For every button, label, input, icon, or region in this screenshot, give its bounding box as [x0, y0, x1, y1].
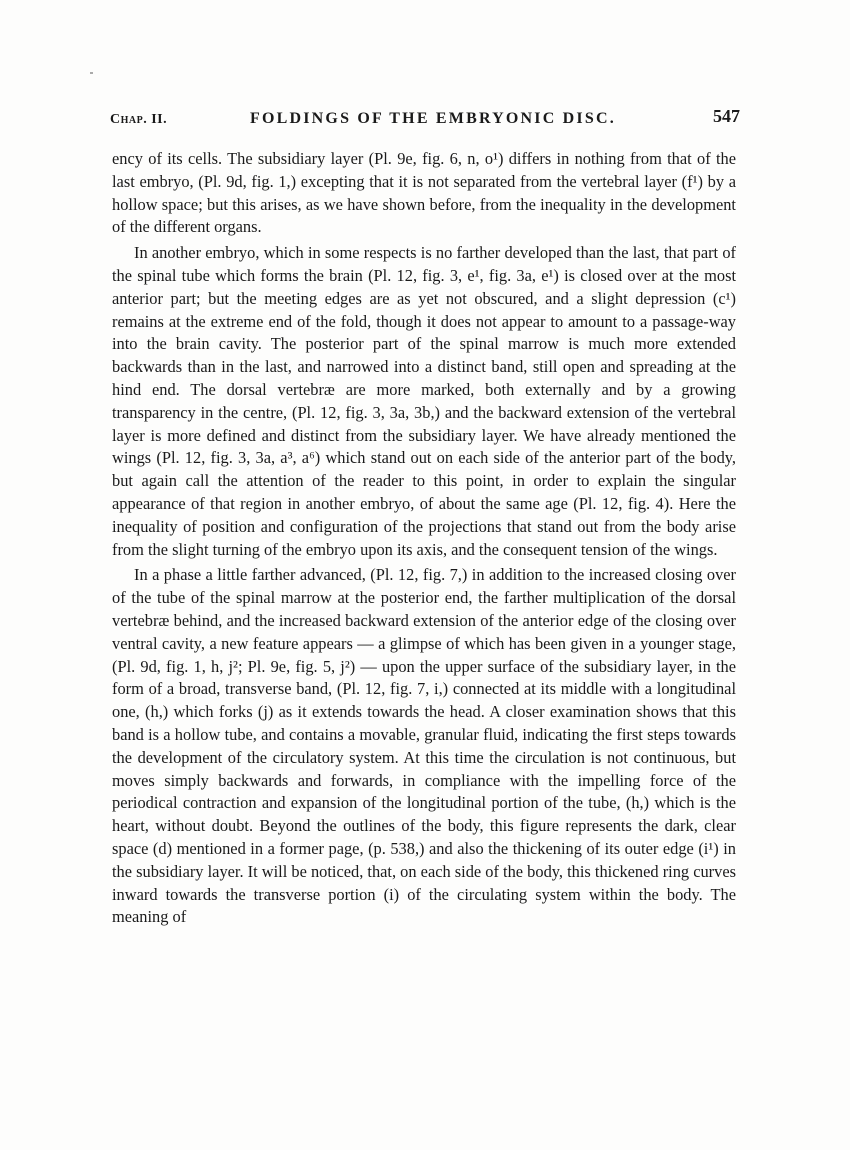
running-header	[110, 106, 740, 134]
paragraph-second-embryo: In another embryo, which in some respects is no farther developed than the last, that part of the spinal tube which forms the brain (Pl. 12, fig. 3, e¹, fig. 3a, e¹) is closed over at the most anterior part; but the meeting edges are as yet not obscured, and a slight depression (c¹) remains at the extreme end of the fold, though it does not appear to amount to a passage-way into the brain cavity. The posterior part of the spinal marrow is much more extended backwards than in the last, and narrowed into a distinct band, still open and spreading at the hind end. The dorsal vertebræ are more marked, both externally and by a growing transparency in the centre, (Pl. 12, fig. 3, 3a, 3b,) and the backward extension of the vertebral layer is more defined and distinct from the subsidiary layer. We have already mentioned the wings (Pl. 12, fig. 3, 3a, a³, a⁶) which stand out on each side of the anterior part of the body, but again call the attention of the reader to this point, in order to explain the singular appearance of that region in another embryo, of about the same age (Pl. 12, fig. 4). Here the inequality of position and configuration of the projections that stand out from the body arise from the slight turning of the embryo upon its axis, and the consequent tension of the wings.	[112, 243, 736, 559]
body-text	[112, 148, 736, 929]
paragraph-advanced-phase: In a phase a little farther advanced, (Pl. 12, fig. 7,) in addition to the increased closing over of the tube of the spinal marrow at the posterior end, the farther multiplication of the dorsal vertebræ behind, and the increased backward extension of the anterior edge of the closing over ventral cavity, a new feature appears — a glimpse of which has been given in a younger stage, (Pl. 9d, fig. 1, h, j²; Pl. 9e, fig. 5, j²) — upon the upper surface of the subsidiary layer, in the form of a broad, transverse band, (Pl. 12, fig. 7, i,) connected at its middle with a longitudinal one, (h,) which forks (j) as it extends towards the head. A closer examination shows that this band is a hollow tube, and contains a movable, granular fluid, indicating the first steps towards the development of the circulatory system. At this time the circulation is not continuous, but moves simply backwards and forwards, in compliance with the impelling force of the periodical contraction and expansion of the longitudinal portion of the tube, (h,) which is the heart, without doubt. Beyond the outlines of the body, this figure represents the dark, clear space (d) mentioned in a former page, (p. 538,) and also the thickening of its outer edge (i¹) in the subsidiary layer. It will be noticed, that, on each side of the body, this thickened ring curves inward towards the transverse portion (i) of the circulating system within the body. The meaning of	[112, 565, 736, 927]
running-title: FOLDINGS OF THE EMBRYONIC DISC.	[250, 110, 616, 127]
chapter-label: Chap. II.	[110, 112, 168, 127]
scan-speck	[90, 72, 93, 74]
page-number: 547	[713, 106, 740, 126]
paragraph-continuation: ency of its cells. The subsidiary layer (Pl. 9e, fig. 6, n, o¹) differs in nothing from that of the last embryo, (Pl. 9d, fig. 1,) excepting that it is not separated from the vertebral layer (f¹) by a hollow space; but this arises, as we have shown before, from the inequality in the development of the different organs.	[112, 149, 736, 237]
